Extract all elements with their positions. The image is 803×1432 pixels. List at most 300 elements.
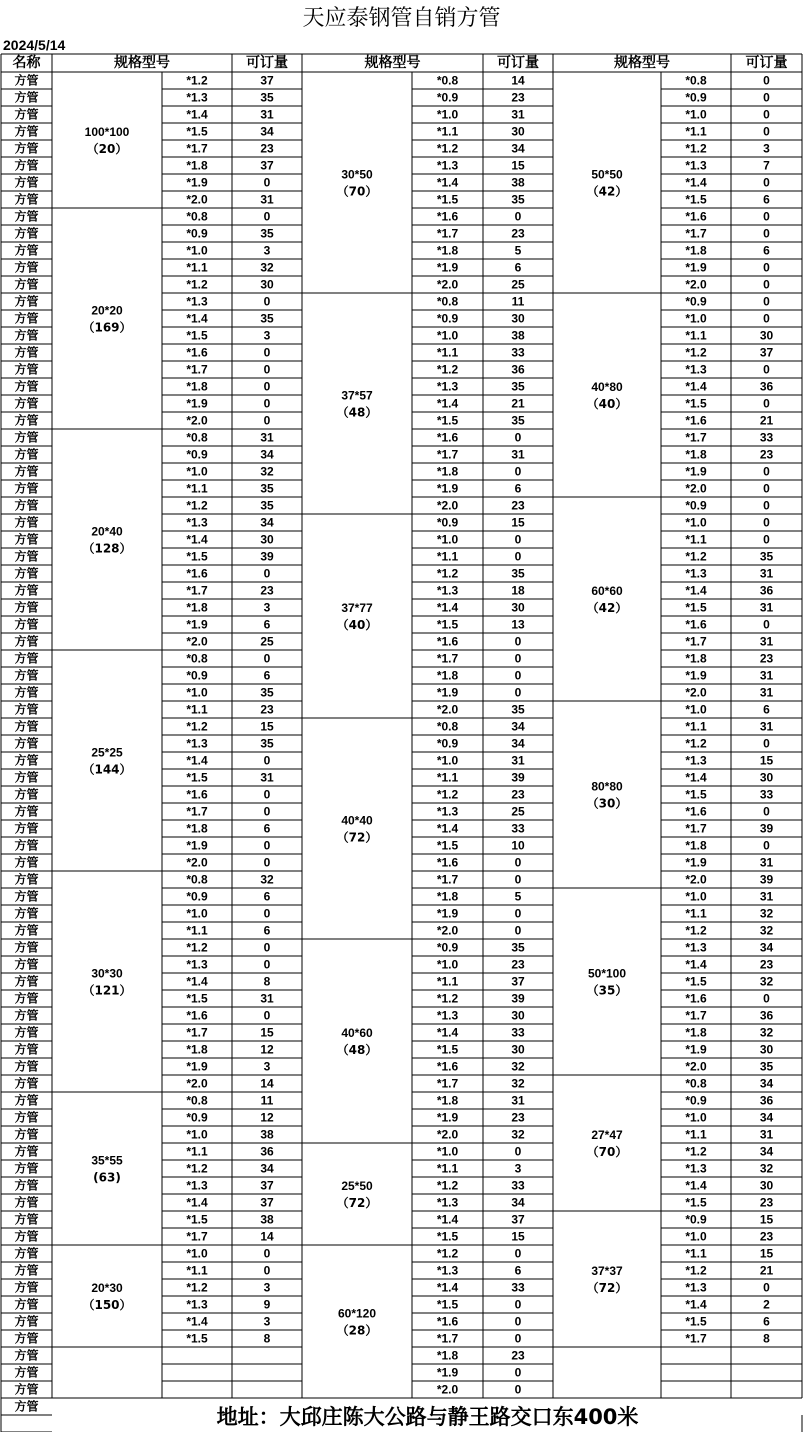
quantity-cell: 0 <box>763 804 770 819</box>
name-cell: 方管 <box>14 260 39 275</box>
quantity-cell: 0 <box>263 855 271 870</box>
name-cell: 方管 <box>14 1008 39 1023</box>
quantity-cell: 39 <box>759 872 774 887</box>
quantity-cell: 31 <box>759 1127 774 1142</box>
spec-count-label: （42） <box>586 601 628 615</box>
spec-size-label: 40*80 <box>591 380 623 394</box>
quantity-cell: 0 <box>514 651 522 666</box>
quantity-cell: 3 <box>263 1314 271 1329</box>
thickness-cell: *1.8 <box>186 821 208 836</box>
quantity-cell: 35 <box>260 226 274 241</box>
name-cell: 方管 <box>14 719 39 734</box>
quantity-cell: 23 <box>511 498 525 513</box>
thickness-cell: *1.5 <box>685 192 707 207</box>
thickness-cell: *1.3 <box>186 294 208 309</box>
thickness-cell: *1.4 <box>186 107 208 122</box>
thickness-cell: *2.0 <box>436 702 459 717</box>
quantity-cell: 31 <box>511 107 525 122</box>
quantity-cell: 0 <box>514 430 522 445</box>
name-cell: 方管 <box>14 685 39 700</box>
quantity-cell: 6 <box>263 889 271 904</box>
thickness-cell: *1.2 <box>685 549 707 564</box>
quantity-cell: 0 <box>514 1314 522 1329</box>
thickness-cell: *1.8 <box>436 1093 459 1108</box>
name-cell: 方管 <box>14 1093 39 1108</box>
thickness-cell: *1.1 <box>186 702 208 717</box>
quantity-cell: 35 <box>260 311 274 326</box>
thickness-cell: *2.0 <box>436 1127 459 1142</box>
name-cell: 方管 <box>14 1178 39 1193</box>
thickness-cell: *1.4 <box>186 1314 208 1329</box>
quantity-cell: 0 <box>763 838 770 853</box>
thickness-cell: *1.9 <box>685 1042 707 1057</box>
thickness-cell: *1.7 <box>186 362 208 377</box>
quantity-cell: 31 <box>260 430 274 445</box>
quantity-cell: 5 <box>514 243 522 258</box>
quantity-cell: 0 <box>514 1382 522 1397</box>
thickness-cell: *1.1 <box>186 1144 208 1159</box>
thickness-cell: *1.5 <box>685 396 707 411</box>
thickness-cell: *0.9 <box>436 736 459 751</box>
quantity-cell: 3 <box>263 328 271 343</box>
thickness-cell: *1.7 <box>436 872 459 887</box>
name-cell: 方管 <box>14 1212 39 1227</box>
thickness-cell: *1.5 <box>685 974 707 989</box>
quantity-cell: 3 <box>263 243 271 258</box>
quantity-cell: 0 <box>763 73 770 88</box>
thickness-cell: *0.8 <box>186 872 208 887</box>
thickness-cell: *1.9 <box>186 838 208 853</box>
quantity-cell: 35 <box>511 566 525 581</box>
quantity-cell: 34 <box>511 1195 525 1210</box>
thickness-cell: *1.3 <box>186 90 208 105</box>
thickness-cell: *1.4 <box>436 1280 459 1295</box>
quantity-cell: 0 <box>763 464 770 479</box>
quantity-cell: 36 <box>759 1093 774 1108</box>
quantity-cell: 30 <box>759 328 774 343</box>
quantity-cell: 23 <box>511 226 525 241</box>
quantity-cell: 7 <box>763 158 770 173</box>
name-cell: 方管 <box>14 1144 39 1159</box>
quantity-cell: 31 <box>759 600 774 615</box>
thickness-cell: *1.8 <box>685 651 707 666</box>
name-cell: 方管 <box>14 1348 39 1363</box>
spec-size-label: 60*60 <box>591 584 623 598</box>
spec-count-label: （70） <box>336 184 378 199</box>
quantity-cell: 0 <box>763 991 770 1006</box>
quantity-cell: 37 <box>759 345 774 360</box>
thickness-cell: *1.3 <box>685 940 707 955</box>
thickness-cell: *1.1 <box>685 124 707 139</box>
quantity-cell: 32 <box>511 1059 525 1074</box>
quantity-cell: 8 <box>263 974 271 989</box>
quantity-cell: 0 <box>514 1246 522 1261</box>
thickness-cell: *1.0 <box>186 1246 208 1261</box>
quantity-cell: 32 <box>759 1161 774 1176</box>
quantity-cell: 33 <box>759 787 774 802</box>
quantity-cell: 0 <box>514 532 522 547</box>
spec-size-label: 25*50 <box>341 1179 373 1193</box>
quantity-cell: 0 <box>263 940 271 955</box>
quantity-cell: 34 <box>511 736 525 751</box>
thickness-cell: *1.2 <box>685 345 707 360</box>
quantity-cell: 30 <box>260 532 274 547</box>
name-cell: 方管 <box>14 583 39 598</box>
quantity-cell: 31 <box>511 447 525 462</box>
thickness-cell: *1.1 <box>436 770 459 785</box>
thickness-cell: *1.4 <box>186 1195 208 1210</box>
quantity-cell: 0 <box>514 1365 522 1380</box>
thickness-cell: *1.1 <box>436 124 459 139</box>
thickness-cell: *1.3 <box>436 804 459 819</box>
thickness-cell: *1.2 <box>436 1178 459 1193</box>
thickness-cell: *1.6 <box>685 804 707 819</box>
quantity-cell: 35 <box>260 498 274 513</box>
thickness-cell: *2.0 <box>436 498 459 513</box>
name-cell: 方管 <box>14 753 39 768</box>
name-cell: 方管 <box>14 1042 39 1057</box>
name-cell: 方管 <box>14 1161 39 1176</box>
thickness-cell: *0.9 <box>186 889 208 904</box>
quantity-cell: 35 <box>511 379 525 394</box>
spec-count-label: （30） <box>586 796 628 811</box>
name-cell: 方管 <box>14 1110 39 1125</box>
thickness-cell: *1.3 <box>685 362 707 377</box>
header-spec: 规格型号 <box>114 55 170 71</box>
thickness-cell: *0.8 <box>186 651 208 666</box>
quantity-cell: 31 <box>260 107 274 122</box>
quantity-cell: 34 <box>260 447 274 462</box>
thickness-cell: *1.1 <box>685 532 707 547</box>
quantity-cell: 0 <box>514 668 522 683</box>
name-cell: 方管 <box>14 379 39 394</box>
thickness-cell: *0.8 <box>186 1093 208 1108</box>
thickness-cell: *2.0 <box>186 1076 208 1091</box>
spec-count-label: （35） <box>586 983 628 998</box>
quantity-cell: 0 <box>514 549 522 564</box>
name-cell: 方管 <box>14 821 39 836</box>
spec-size-label: 35*55 <box>91 1153 123 1168</box>
thickness-cell: *0.8 <box>186 430 208 445</box>
name-cell: 方管 <box>14 498 39 513</box>
thickness-cell: *1.5 <box>436 413 459 428</box>
quantity-cell: 37 <box>260 158 274 173</box>
quantity-cell: 0 <box>514 634 522 649</box>
quantity-cell: 0 <box>763 175 770 190</box>
name-cell: 方管 <box>14 1076 39 1091</box>
thickness-cell: *1.8 <box>186 379 208 394</box>
quantity-cell: 32 <box>759 906 774 921</box>
thickness-cell: *1.1 <box>685 906 707 921</box>
quantity-cell: 5 <box>514 889 522 904</box>
thickness-cell: *1.4 <box>436 1212 459 1227</box>
quantity-cell: 11 <box>260 1093 274 1108</box>
quantity-cell: 21 <box>759 1263 774 1278</box>
quantity-cell: 0 <box>263 294 271 309</box>
thickness-cell: *2.0 <box>685 277 707 292</box>
quantity-cell: 15 <box>511 158 525 173</box>
thickness-cell: *1.6 <box>436 209 459 224</box>
thickness-cell: *1.8 <box>436 668 459 683</box>
thickness-cell: *1.2 <box>186 719 208 734</box>
quantity-cell: 37 <box>260 1178 274 1193</box>
quantity-cell: 8 <box>263 1331 271 1346</box>
name-cell: 方管 <box>14 957 39 972</box>
thickness-cell: *0.9 <box>685 1093 707 1108</box>
quantity-cell: 23 <box>759 1195 774 1210</box>
quantity-cell: 6 <box>763 702 770 717</box>
quantity-cell: 0 <box>763 294 770 309</box>
quantity-cell: 35 <box>759 549 774 564</box>
quantity-cell: 6 <box>514 260 522 275</box>
report-date: 2024/5/14 <box>3 37 66 53</box>
thickness-cell: *2.0 <box>436 923 459 938</box>
name-cell: 方管 <box>14 787 39 802</box>
quantity-cell: 15 <box>759 1246 774 1261</box>
quantity-cell: 0 <box>514 855 522 870</box>
name-cell: 方管 <box>14 192 39 207</box>
quantity-cell: 38 <box>511 328 525 343</box>
thickness-cell: *0.8 <box>436 294 459 309</box>
thickness-cell: *1.4 <box>685 957 707 972</box>
thickness-cell: *0.9 <box>436 311 459 326</box>
quantity-cell: 36 <box>759 379 774 394</box>
thickness-cell: *1.9 <box>685 464 707 479</box>
quantity-cell: 23 <box>260 141 274 156</box>
thickness-cell: *1.0 <box>685 515 707 530</box>
quantity-cell: 0 <box>514 1144 522 1159</box>
quantity-cell: 21 <box>759 413 774 428</box>
name-cell: 方管 <box>14 430 39 445</box>
thickness-cell: *1.6 <box>685 991 707 1006</box>
thickness-cell: *1.5 <box>436 1229 459 1244</box>
quantity-cell: 35 <box>260 481 274 496</box>
quantity-cell: 30 <box>511 600 525 615</box>
thickness-cell: *1.2 <box>186 940 208 955</box>
thickness-cell: *1.2 <box>436 787 459 802</box>
name-cell: 方管 <box>14 804 39 819</box>
thickness-cell: *1.6 <box>186 1008 208 1023</box>
thickness-cell: *1.4 <box>685 1178 707 1193</box>
name-cell: 方管 <box>14 1246 39 1261</box>
thickness-cell: *1.3 <box>436 1008 459 1023</box>
thickness-cell: *1.0 <box>436 753 459 768</box>
thickness-cell: *1.8 <box>685 243 707 258</box>
thickness-cell: *1.2 <box>436 362 459 377</box>
spec-size-label: 50*50 <box>591 167 623 182</box>
thickness-cell: *1.6 <box>685 209 707 224</box>
quantity-cell: 37 <box>260 1195 274 1210</box>
spec-size-label: 60*120 <box>337 1306 377 1321</box>
quantity-cell: 0 <box>263 787 271 802</box>
thickness-cell: *1.5 <box>186 991 208 1006</box>
quantity-cell: 32 <box>511 1076 525 1091</box>
thickness-cell: *1.5 <box>685 1195 707 1210</box>
thickness-cell: *1.1 <box>186 260 208 275</box>
quantity-cell: 0 <box>763 498 770 513</box>
quantity-cell: 36 <box>759 1008 774 1023</box>
name-cell: 方管 <box>14 923 39 938</box>
quantity-cell: 30 <box>511 311 525 326</box>
thickness-cell: *1.8 <box>186 600 208 615</box>
thickness-cell: *1.4 <box>186 753 208 768</box>
quantity-cell: 0 <box>763 260 770 275</box>
quantity-cell: 0 <box>763 226 770 241</box>
quantity-cell: 3 <box>514 1161 522 1176</box>
thickness-cell: *1.5 <box>186 549 208 564</box>
quantity-cell: 30 <box>759 1178 774 1193</box>
quantity-cell: 14 <box>511 73 525 88</box>
name-cell: 方管 <box>14 566 39 581</box>
name-cell: 方管 <box>14 90 39 105</box>
thickness-cell: *1.3 <box>186 1178 208 1193</box>
thickness-cell: *1.0 <box>685 1229 707 1244</box>
thickness-cell: *1.5 <box>685 787 707 802</box>
thickness-cell: *1.5 <box>186 1331 208 1346</box>
thickness-cell: *0.9 <box>436 90 459 105</box>
name-cell: 方管 <box>14 141 39 156</box>
thickness-cell: *1.0 <box>186 906 208 921</box>
name-cell: 方管 <box>14 1059 39 1074</box>
quantity-cell: 23 <box>759 957 774 972</box>
thickness-cell: *0.8 <box>436 73 459 88</box>
quantity-cell: 33 <box>759 430 774 445</box>
name-cell: 方管 <box>14 413 39 428</box>
quantity-cell: 0 <box>763 617 770 632</box>
quantity-cell: 0 <box>263 753 271 768</box>
header-spec: 规格型号 <box>614 55 670 71</box>
quantity-cell: 0 <box>763 90 770 105</box>
thickness-cell: *1.2 <box>436 141 459 156</box>
spec-count-label: （48） <box>336 405 378 420</box>
quantity-cell: 0 <box>763 124 770 139</box>
thickness-cell: *1.2 <box>186 1280 208 1295</box>
thickness-cell: *1.4 <box>436 821 459 836</box>
name-cell: 方管 <box>14 447 39 462</box>
spec-count-label: （72） <box>586 1281 628 1295</box>
quantity-cell: 14 <box>260 1229 274 1244</box>
quantity-cell: 9 <box>263 1297 271 1312</box>
quantity-cell: 0 <box>263 413 271 428</box>
thickness-cell: *1.9 <box>436 481 459 496</box>
thickness-cell: *1.1 <box>186 481 208 496</box>
thickness-cell: *0.8 <box>186 209 208 224</box>
quantity-cell: 34 <box>511 141 525 156</box>
thickness-cell: *0.9 <box>186 668 208 683</box>
quantity-cell: 15 <box>511 515 525 530</box>
quantity-cell: 35 <box>759 1059 774 1074</box>
name-cell: 方管 <box>14 634 39 649</box>
thickness-cell: *0.8 <box>436 719 459 734</box>
quantity-cell: 30 <box>759 770 774 785</box>
quantity-cell: 39 <box>511 991 525 1006</box>
quantity-cell: 0 <box>763 362 770 377</box>
quantity-cell: 0 <box>763 311 770 326</box>
thickness-cell: *1.4 <box>186 311 208 326</box>
quantity-cell: 31 <box>759 685 774 700</box>
quantity-cell: 32 <box>260 260 274 275</box>
quantity-cell: 37 <box>511 974 525 989</box>
quantity-cell: 32 <box>759 923 774 938</box>
thickness-cell: *1.9 <box>436 906 459 921</box>
quantity-cell: 3 <box>263 1280 271 1295</box>
thickness-cell: *1.7 <box>685 430 707 445</box>
thickness-cell: *1.9 <box>685 260 707 275</box>
thickness-cell: *1.0 <box>685 311 707 326</box>
spec-size-label: 20*40 <box>91 524 123 539</box>
thickness-cell: *1.8 <box>436 243 459 258</box>
name-cell: 方管 <box>14 515 39 530</box>
name-cell: 方管 <box>14 1297 39 1312</box>
quantity-cell: 6 <box>763 1314 770 1329</box>
thickness-cell: *1.6 <box>436 634 459 649</box>
thickness-cell: *1.0 <box>186 1127 208 1142</box>
quantity-cell: 35 <box>511 413 525 428</box>
thickness-cell: *0.9 <box>685 1212 707 1227</box>
quantity-cell: 34 <box>260 124 274 139</box>
thickness-cell: *2.0 <box>436 1382 459 1397</box>
thickness-cell: *1.3 <box>436 1263 459 1278</box>
quantity-cell: 36 <box>260 1144 274 1159</box>
quantity-cell: 0 <box>763 736 770 751</box>
thickness-cell: *1.1 <box>436 1161 459 1176</box>
quantity-cell: 6 <box>763 192 770 207</box>
quantity-cell: 15 <box>759 1212 774 1227</box>
name-cell: 方管 <box>14 770 39 785</box>
quantity-cell: 6 <box>263 923 271 938</box>
quantity-cell: 33 <box>511 345 525 360</box>
spec-count-label: （48） <box>336 1043 378 1057</box>
thickness-cell: *1.2 <box>685 1144 707 1159</box>
thickness-cell: *1.2 <box>186 498 208 513</box>
name-cell: 方管 <box>14 124 39 139</box>
thickness-cell: *1.6 <box>186 787 208 802</box>
quantity-cell: 31 <box>759 719 774 734</box>
thickness-cell: *1.8 <box>685 1025 707 1040</box>
thickness-cell: *1.0 <box>436 328 459 343</box>
thickness-cell: *0.9 <box>685 498 707 513</box>
quantity-cell: 36 <box>511 362 525 377</box>
name-cell: 方管 <box>14 1127 39 1142</box>
name-cell: 方管 <box>14 277 39 292</box>
spec-count-label: （20） <box>86 142 128 156</box>
thickness-cell: *1.2 <box>436 566 459 581</box>
name-cell: 方管 <box>14 651 39 666</box>
quantity-cell: 30 <box>511 1042 525 1057</box>
thickness-cell: *0.9 <box>186 447 208 462</box>
quantity-cell: 21 <box>511 396 525 411</box>
thickness-cell: *1.7 <box>436 1331 459 1346</box>
thickness-cell: *2.0 <box>685 685 707 700</box>
thickness-cell: *1.4 <box>436 175 459 190</box>
thickness-cell: *1.4 <box>436 396 459 411</box>
quantity-cell: 23 <box>759 651 774 666</box>
thickness-cell: *1.7 <box>186 1229 208 1244</box>
name-cell: 方管 <box>14 838 39 853</box>
thickness-cell: *1.7 <box>436 226 459 241</box>
thickness-cell: *1.5 <box>436 1297 459 1312</box>
thickness-cell: *1.5 <box>186 770 208 785</box>
thickness-cell: *1.1 <box>186 1263 208 1278</box>
quantity-cell: 31 <box>511 753 525 768</box>
quantity-cell: 0 <box>263 345 271 360</box>
thickness-cell: *1.1 <box>685 719 707 734</box>
quantity-cell: 0 <box>263 362 271 377</box>
quantity-cell: 30 <box>260 277 274 292</box>
thickness-cell: *0.8 <box>685 73 707 88</box>
quantity-cell: 14 <box>260 1076 274 1091</box>
quantity-cell: 31 <box>759 668 774 683</box>
